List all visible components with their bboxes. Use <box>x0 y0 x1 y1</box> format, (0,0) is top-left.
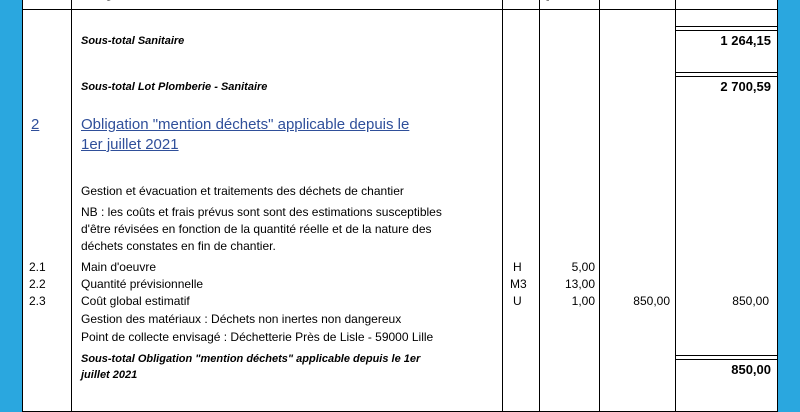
note-line: Gestion des matériaux : Déchets non inertes non dangereux <box>81 312 402 326</box>
column-divider <box>599 0 600 411</box>
note-line: Point de collecte envisagé : Déchetterie Près de Lisle - 59000 Lille <box>81 330 434 344</box>
column-divider <box>675 0 676 411</box>
final-subtotal-value: 850,00 <box>731 362 771 377</box>
description-line: déchets constates en fin de chantier. <box>81 239 276 253</box>
header-montant <box>687 0 758 1</box>
row-number: 2.1 <box>29 260 46 274</box>
header-un <box>510 0 526 1</box>
column-divider <box>502 0 503 411</box>
row-unit: M3 <box>510 277 527 291</box>
row-designation: Quantité prévisionnelle <box>81 277 204 291</box>
subtotal-lot-value: 2 700,59 <box>720 79 771 94</box>
subtotal-lot-label: Sous-total Lot Plomberie - Sanitaire <box>81 81 268 93</box>
row-quantity: 5,00 <box>571 260 595 274</box>
header-n <box>39 0 52 1</box>
section-title-line1[interactable]: Obligation "mention déchets" applicable depuis le <box>81 116 410 133</box>
subtotal-sanitaire-box <box>675 26 778 54</box>
final-subtotal-box <box>675 355 778 381</box>
subtotal-sanitaire-value: 1 264,15 <box>720 33 771 48</box>
description-line: Gestion et évacuation et traitements des déchets de chantier <box>81 184 404 198</box>
row-designation: Main d'oeuvre <box>81 260 156 274</box>
estimate-sheet <box>22 0 778 412</box>
row-quantity: 1,00 <box>571 294 595 308</box>
row-quantity: 13,00 <box>564 277 595 291</box>
subtotal-sanitaire-label: Sous-total Sanitaire <box>81 35 185 47</box>
header-prix-unit <box>607 0 658 1</box>
section-number[interactable]: 2 <box>31 116 40 133</box>
final-subtotal-label: juillet 2021 <box>81 369 138 381</box>
description-line: d'être révisées en fonction de la quantité réelle et de la nature des <box>81 222 432 236</box>
description-line: NB : les coûts et frais prévus sont sont des estimations susceptibles <box>81 205 442 219</box>
subtotal-lot-box <box>675 72 778 98</box>
row-amount: 850,00 <box>732 294 769 308</box>
row-unit-price: 850,00 <box>633 294 670 308</box>
section-title-line2[interactable]: 1er juillet 2021 <box>81 136 179 153</box>
header-designation <box>80 0 149 1</box>
header-divider <box>23 9 777 10</box>
column-divider <box>71 0 72 411</box>
row-designation: Coût global estimatif <box>81 294 190 308</box>
column-divider <box>539 0 540 411</box>
row-unit: H <box>513 260 522 274</box>
row-number: 2.3 <box>29 294 46 308</box>
row-number: 2.2 <box>29 277 46 291</box>
final-subtotal-label: Sous-total Obligation "mention déchets" applicable depuis le 1er <box>81 353 421 365</box>
row-unit: U <box>513 294 522 308</box>
header-quantite <box>541 0 590 1</box>
